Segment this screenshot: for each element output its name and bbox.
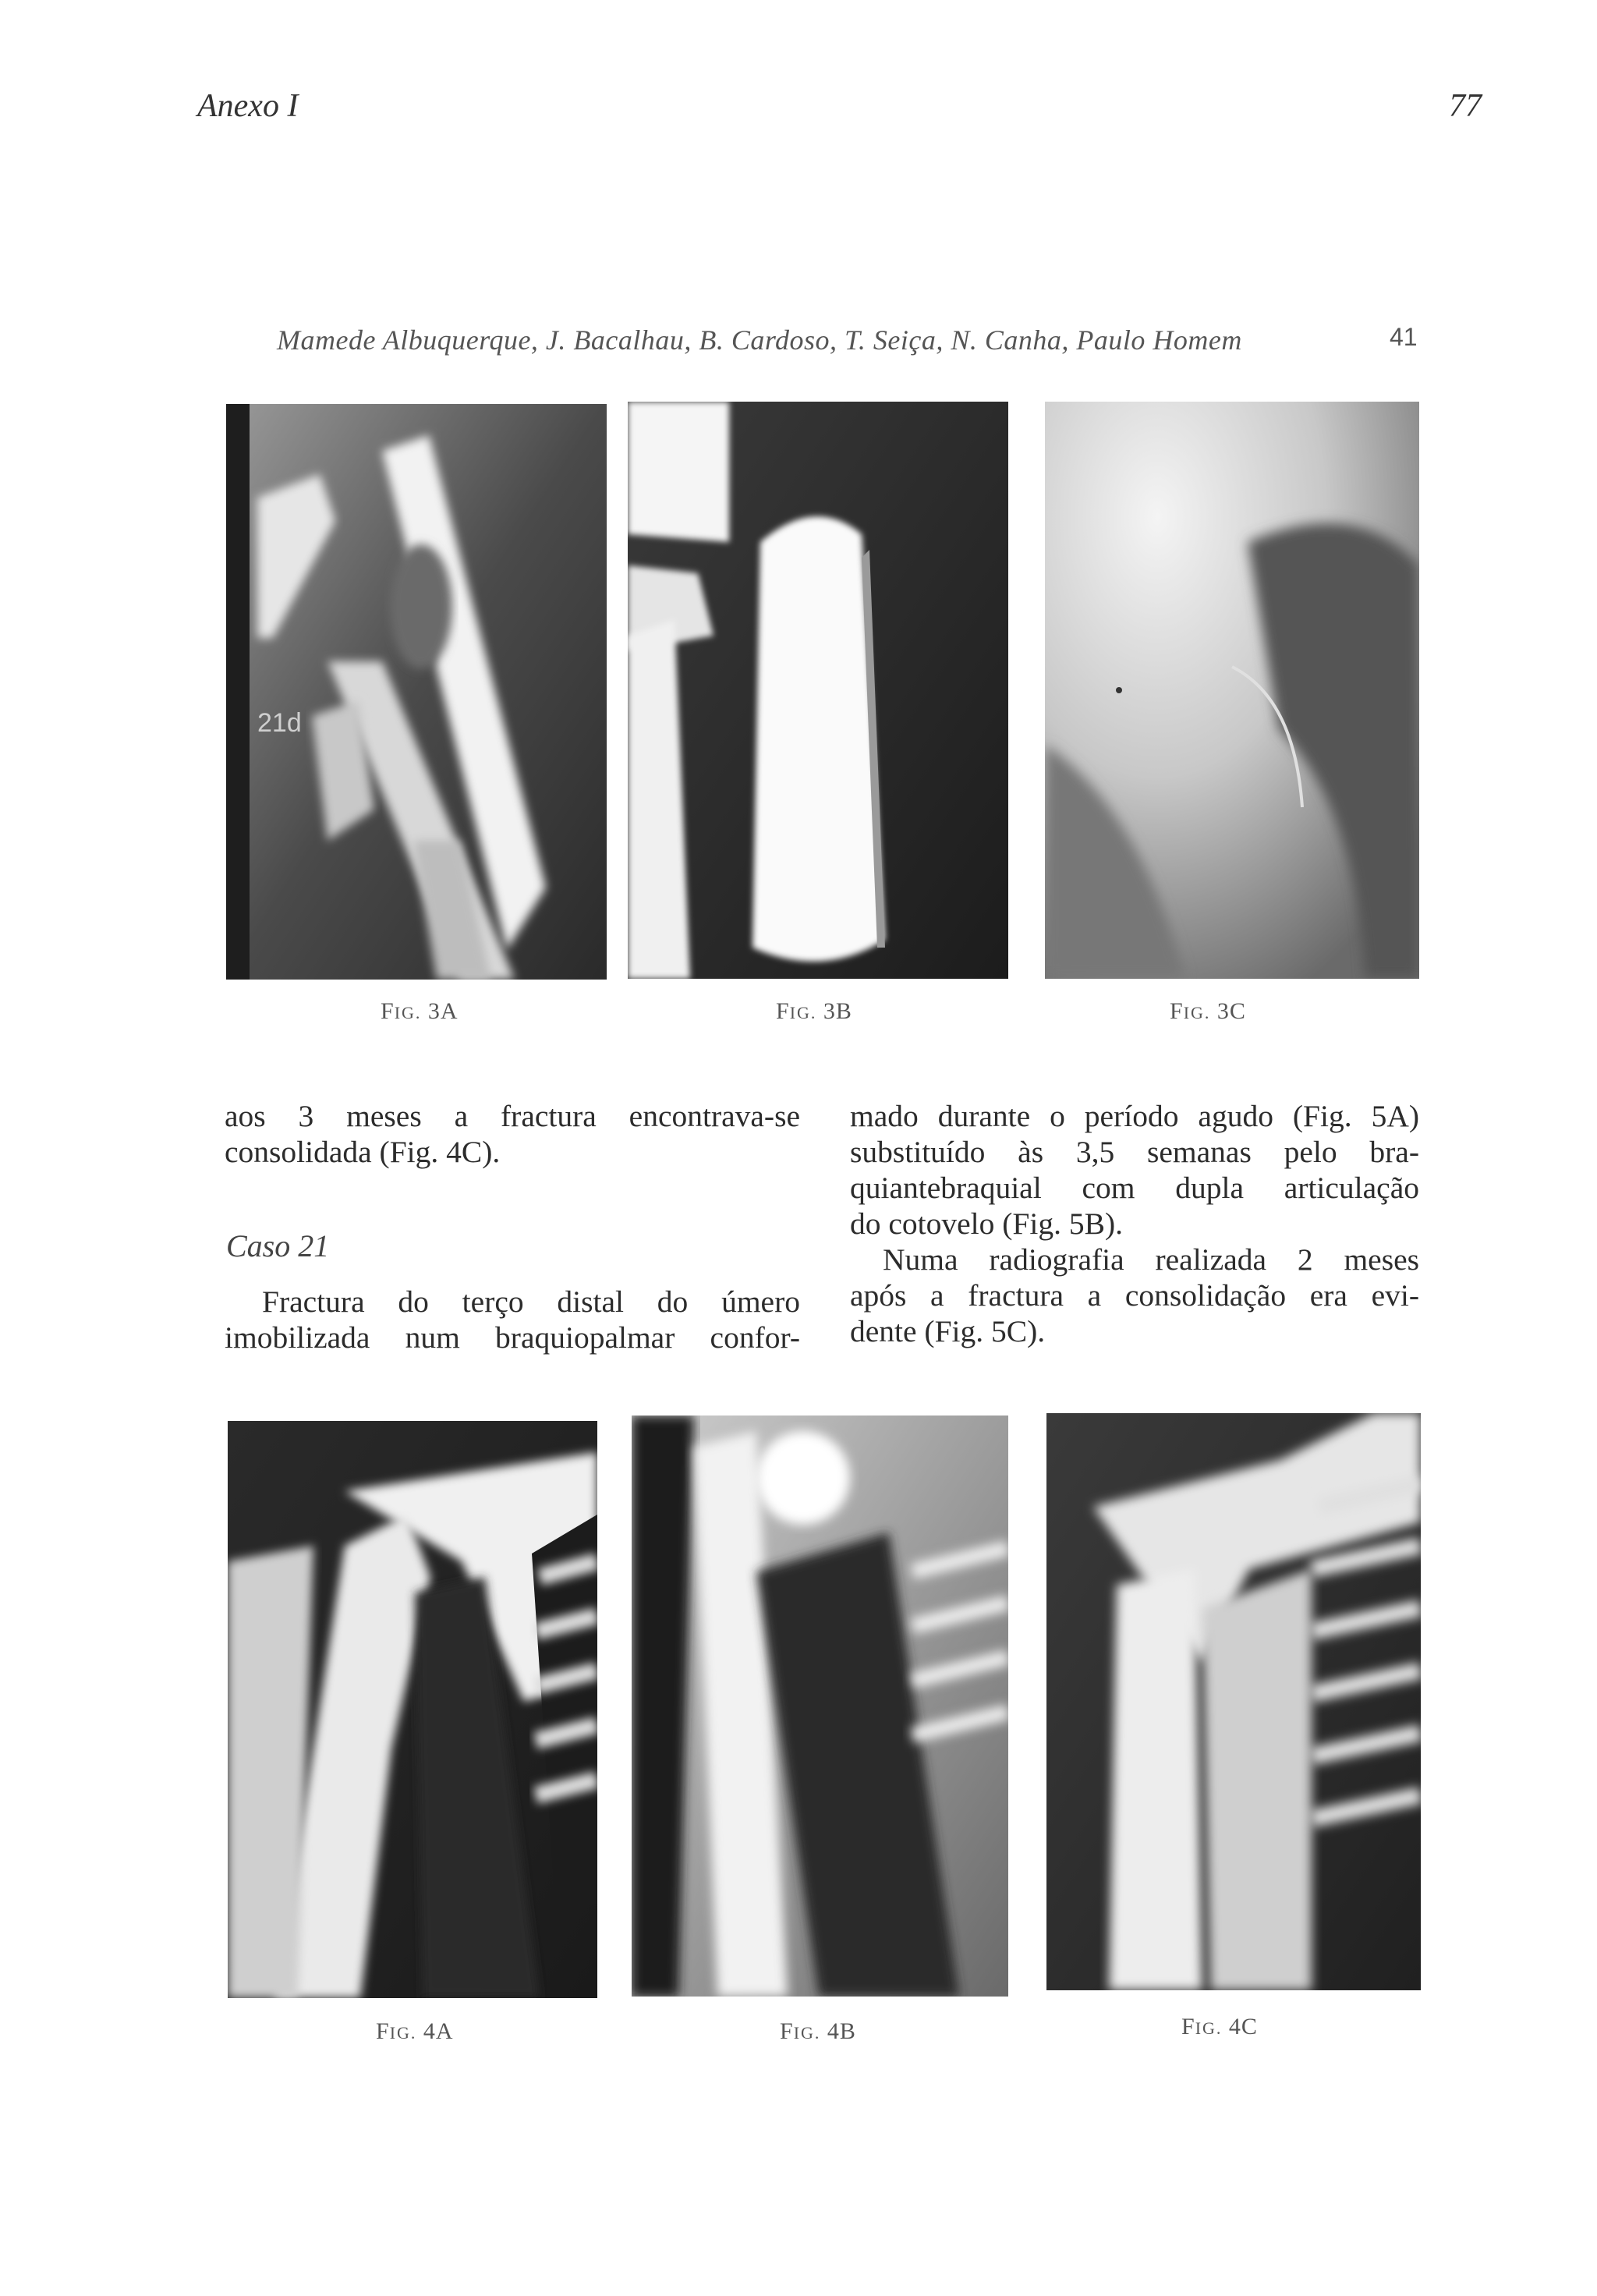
- figure-4a-caption: FIG. 4A: [376, 2018, 454, 2044]
- article-page-number: 41: [1390, 323, 1418, 351]
- text-line: após a fractura a consolidação era evi-: [850, 1278, 1419, 1313]
- running-header-annex-label: Anexo I: [197, 88, 299, 124]
- figure-4c-caption: FIG. 4C: [1181, 2014, 1258, 2039]
- right-column-paragraph: [850, 1098, 1419, 1349]
- figure-4a-radiograph: [228, 1421, 597, 1998]
- text-line: quiantebraquial com dupla articulação: [850, 1171, 1419, 1205]
- figure-3a-caption: FIG. 3A: [381, 998, 459, 1024]
- book-page-number: 77: [1449, 88, 1482, 124]
- text-line: mado durante o período agudo (Fig. 5A): [850, 1099, 1419, 1133]
- figure-4c-radiograph: [1046, 1413, 1421, 1990]
- text-line: do cotovelo (Fig. 5B).: [850, 1206, 1123, 1241]
- text-line: aos 3 meses a fractura encontrava-se: [225, 1099, 800, 1133]
- case-heading: Caso 21: [226, 1228, 330, 1263]
- text-line: Numa radiografia realizada 2 meses: [883, 1242, 1419, 1277]
- figure-3c-caption: FIG. 3C: [1170, 998, 1246, 1024]
- figure-4b-caption: FIG. 4B: [780, 2018, 856, 2044]
- figure-3b-photo: [628, 402, 1008, 979]
- text-line: consolidada (Fig. 4C).: [225, 1135, 501, 1169]
- text-line: Fractura do terço distal do úmero: [262, 1284, 800, 1319]
- figure-4b-radiograph: [632, 1416, 1008, 1997]
- figure-3b-caption: FIG. 3B: [776, 998, 852, 1024]
- radiograph-marker-21d: 21d: [257, 708, 302, 738]
- article-authors-header: Mamede Albuquerque, J. Bacalhau, B. Cardoso, T. Seiça, N. Canha, Paulo Homem: [277, 324, 1242, 356]
- text-line: substituído às 3,5 semanas pelo bra-: [850, 1135, 1419, 1169]
- text-line: dente (Fig. 5C).: [850, 1314, 1046, 1348]
- left-column-paragraph-2: [225, 1284, 800, 1355]
- figure-3c-radiograph: [1045, 402, 1419, 979]
- figure-3a-radiograph: [226, 404, 607, 980]
- left-column-paragraph-1: [225, 1098, 800, 1170]
- text-line: imobilizada num braquiopalmar confor-: [225, 1320, 800, 1355]
